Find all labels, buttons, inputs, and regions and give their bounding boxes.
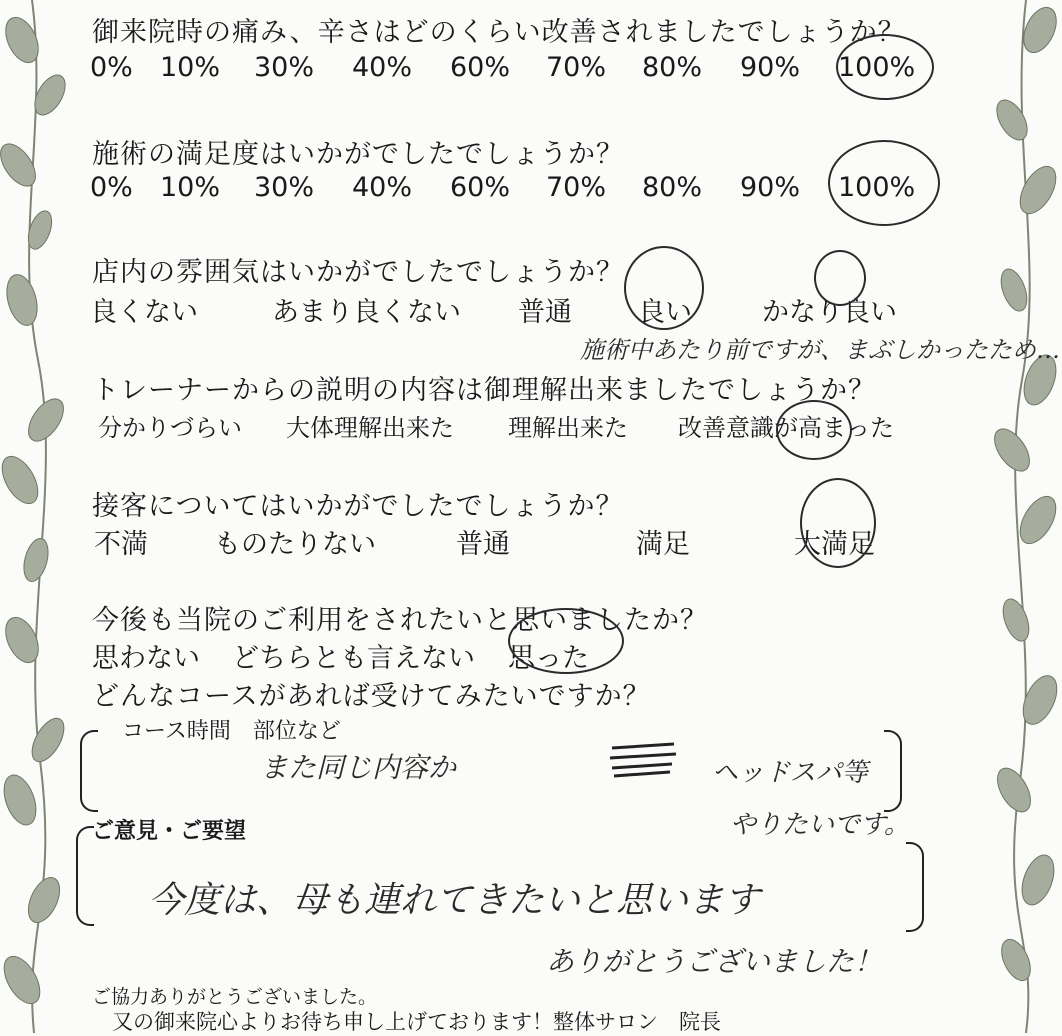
q4-option-hard[interactable]: 分かりづらい [98,414,242,442]
q3-option-bad[interactable]: 良くない [90,297,198,328]
q4-option-improved[interactable]: 改善意識が高まった [678,414,894,442]
q2-option-90[interactable]: 90% [740,172,801,203]
q5-option-satisfied[interactable]: 満足 [636,529,690,560]
question-6-text: 今後も当院のご利用をされたいと思いましたか？ [92,605,708,636]
q2-selection-circle [828,140,940,226]
q5-option-normal[interactable]: 普通 [456,529,510,560]
q2-option-10[interactable]: 10% [160,172,221,203]
footer-salon-line: 又の御来院心よりお待ち申し上げております！整体サロン 院長 [112,1010,721,1034]
crossed-out-scribble [606,738,680,782]
q1-option-10[interactable]: 10% [160,52,221,83]
q2-option-60[interactable]: 60% [450,172,511,203]
q6-option-neutral[interactable]: どちらとも言えない [232,643,475,674]
q1-option-80[interactable]: 80% [642,52,703,83]
q2-option-0[interactable]: 0% [90,172,133,203]
question-7-text: どんなコースがあれば受けてみたいですか？ [92,681,651,712]
q3-option-normal[interactable]: 普通 [518,297,572,328]
q5-option-lacking[interactable]: ものたりない [214,529,376,560]
q6-selection-circle [508,608,624,674]
q2-option-80[interactable]: 80% [642,172,703,203]
q5-option-dissatisfied[interactable]: 不満 [94,529,148,560]
course-answer-line3: やりたいです。 [730,810,910,840]
q1-option-60[interactable]: 60% [450,52,511,83]
q6-option-no[interactable]: 思わない [92,643,200,674]
course-hint-label: コース時間 部位など [122,719,341,744]
q4-selection-circle [776,400,852,460]
q1-option-30[interactable]: 30% [254,52,315,83]
q2-option-40[interactable]: 40% [352,172,413,203]
q2-option-30[interactable]: 30% [254,172,315,203]
q3-selection-circle-good [624,246,704,330]
q2-option-70[interactable]: 70% [546,172,607,203]
q5-selection-circle [800,478,876,568]
comments-right-bracket [906,842,924,932]
q3-handwritten-note: 施術中あたり前ですが、まぶしかったため… [580,336,1060,364]
q1-option-0[interactable]: 0% [90,52,133,83]
comments-line2: ありがとうございました！ [546,945,883,978]
q1-option-70[interactable]: 70% [546,52,607,83]
question-3-text: 店内の雰囲気はいかがでしたでしょうか？ [92,257,624,288]
q6-option-yes[interactable]: 思った [508,643,589,674]
question-5-text: 接客についてはいかがでしたでしょうか？ [92,491,624,522]
q4-option-mostly[interactable]: 大体理解出来た [286,414,454,442]
comments-label: ご意見・ご要望 [92,819,247,844]
q4-option-understood[interactable]: 理解出来た [508,414,628,442]
comments-left-bracket [76,826,94,926]
course-answer-line1: また同じ内容か [260,751,457,784]
q3-option-good[interactable]: 良い [638,297,692,328]
q2-option-100[interactable]: 100% [838,172,916,203]
q1-selection-circle [836,34,934,100]
footer-thanks: ご協力ありがとうございました。 [92,986,378,1008]
q3-selection-circle-very-good [814,250,866,306]
q5-option-very-satisfied[interactable]: 大満足 [794,529,875,560]
q3-option-not-good[interactable]: あまり良くない [272,297,461,328]
q1-option-100[interactable]: 100% [838,52,916,83]
course-right-bracket [884,730,902,812]
comments-line1: 今度は、母も連れてきたいと思います [148,880,761,921]
question-2-text: 施術の満足度はいかがでしたでしょうか？ [92,139,624,170]
question-4-text: トレーナーからの説明の内容は御理解出来ましたでしょうか？ [92,375,876,406]
leaf-vine-left-decoration [0,0,80,1033]
course-left-bracket [80,730,98,812]
course-answer-line2: ヘッドスパ等 [712,758,868,788]
q1-option-90[interactable]: 90% [740,52,801,83]
q3-option-very-good[interactable]: かなり良い [762,297,897,328]
question-1-text: 御来院時の痛み、辛さはどのくらい改善されましたでしょうか？ [92,17,906,48]
leaf-vine-right-decoration [982,0,1062,1033]
q1-option-40[interactable]: 40% [352,52,413,83]
